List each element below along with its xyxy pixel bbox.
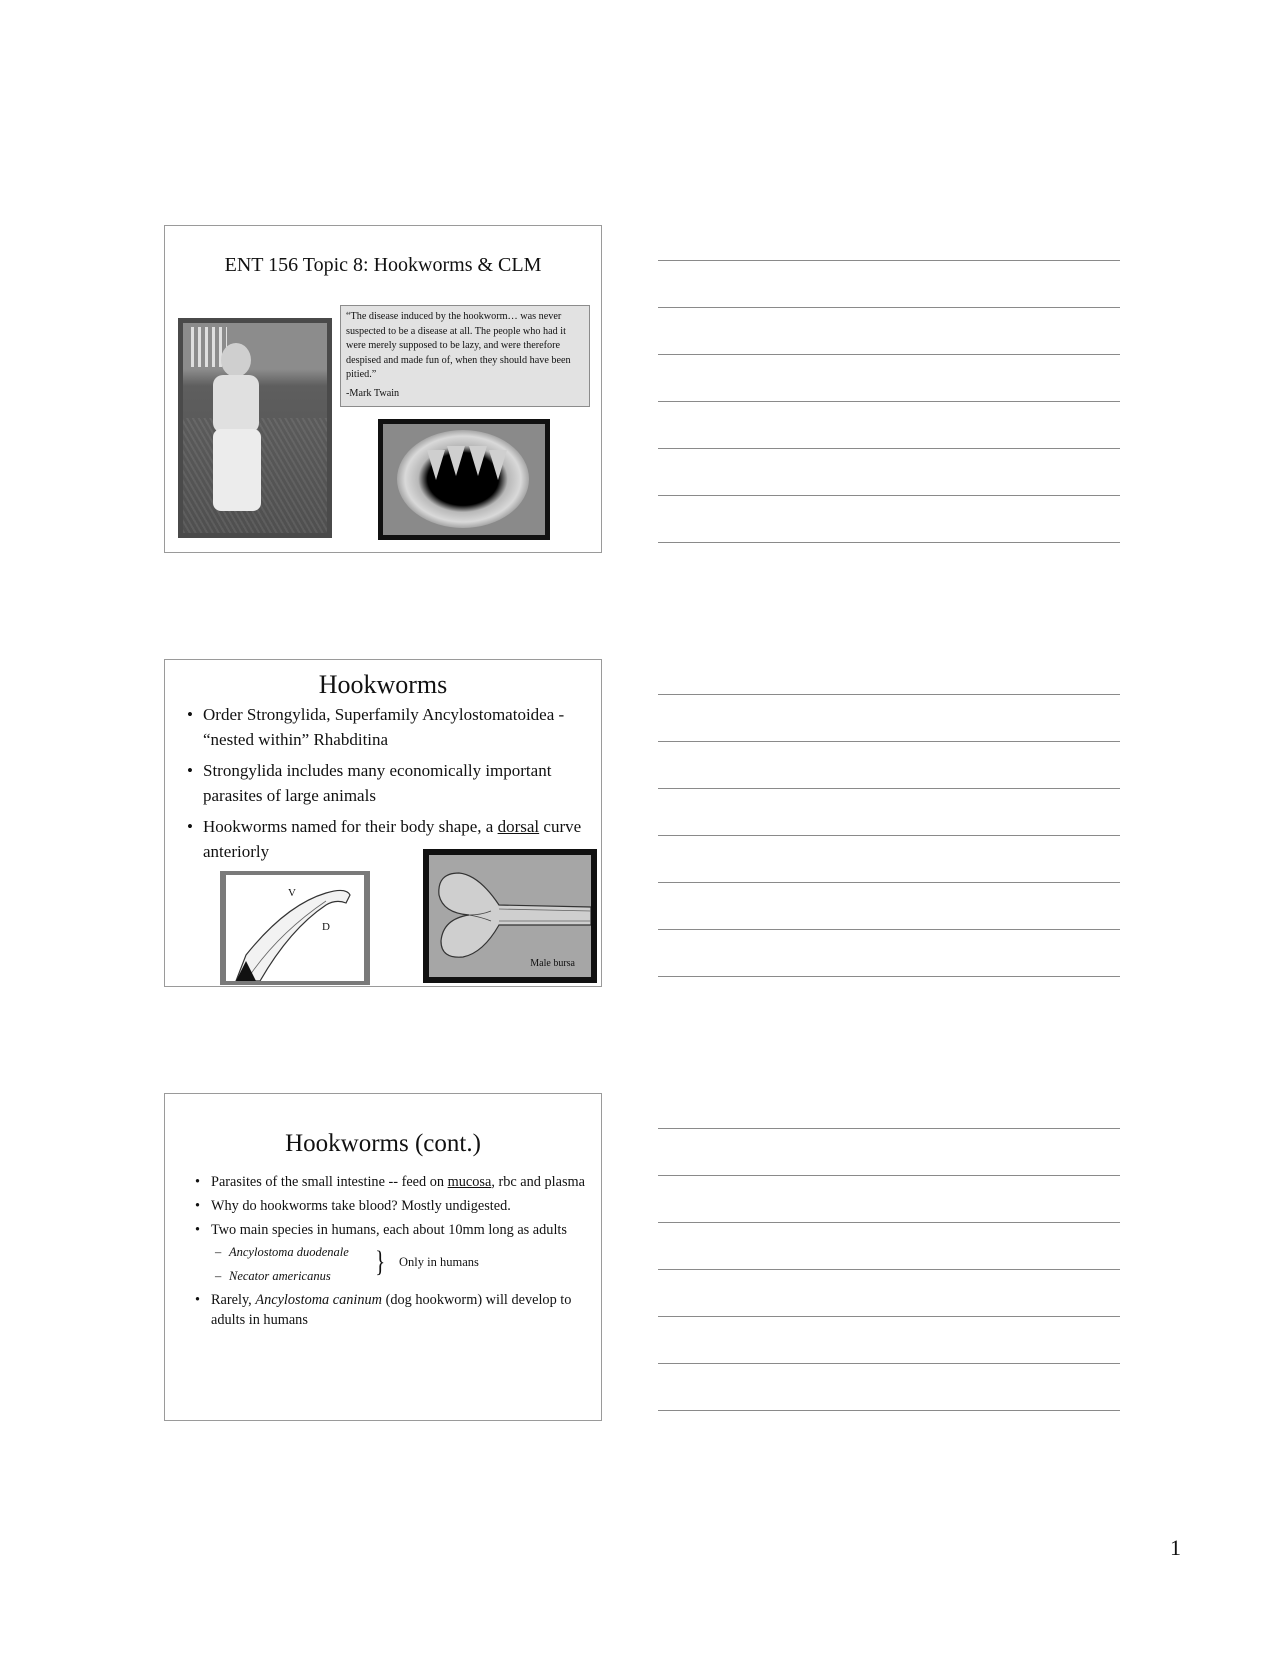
brace-note: Only in humans [399,1255,479,1269]
note-line [658,1128,1120,1129]
slide-title: Hookworms [318,670,448,699]
note-line [658,495,1120,496]
note-line [658,1222,1120,1223]
page-number: 1 [1170,1535,1181,1560]
bullet-item [195,1220,595,1286]
slide-title: Hookworms (cont.) [285,1130,481,1157]
species-list [215,1242,595,1286]
bullet-text: curve anteriorly [203,817,582,861]
species-item: – Necator americanus [215,1266,595,1286]
mouth-ring [397,430,529,528]
underlined-term: dorsal [497,817,540,836]
note-line [658,354,1120,355]
note-line [658,1316,1120,1317]
bullet-item [195,1172,595,1192]
note-line [658,976,1120,977]
note-line [658,788,1120,789]
hookworm-dorsal-ventral-figure [220,871,370,985]
notes-area-3 [658,1093,1120,1423]
notes-area-1 [658,225,1120,555]
label-dorsal: D [322,921,330,933]
quote-box [340,305,590,407]
male-bursa-figure [423,849,597,983]
slide-1 [164,225,602,553]
bullet-list [195,1172,595,1334]
child-body [213,375,259,433]
slide-title: ENT 156 Topic 8: Hookworms & CLM [224,254,542,276]
note-line [658,1363,1120,1364]
quote-author: -Mark Twain [346,387,400,399]
bullet-text: Two main species in humans, each about 10mm long as adults [211,1222,567,1238]
bursa-label: Male bursa [530,958,575,969]
bullet-text: , rbc and plasma [491,1174,586,1190]
note-line [658,1410,1120,1411]
child-photo [178,318,332,538]
hookworm-mouth-photo [378,419,550,540]
note-line [658,1269,1120,1270]
bullet-text: Rarely, [211,1292,256,1308]
slide-3 [164,1093,602,1421]
note-line [658,542,1120,543]
italic-term: Ancylostoma caninum [255,1292,383,1308]
tooth [489,450,507,480]
child-legs [213,429,261,511]
species-item: – Ancylostoma duodenale [215,1242,595,1262]
bullet-item: • Why do hookworms take blood? Mostly undigested. [195,1196,595,1216]
slide-2 [164,659,602,987]
underlined-term: mucosa [447,1174,492,1190]
label-ventral: V [288,887,296,899]
note-line [658,741,1120,742]
bullet-item: • Strongylida includes many economically important parasites of large animals [187,758,599,808]
note-line [658,694,1120,695]
bullet-text: Hookworms named for their body shape, a [203,817,498,836]
note-line [658,260,1120,261]
tooth [469,446,487,476]
bullet-text: Parasites of the small intestine -- feed on [211,1174,448,1190]
tooth [447,446,465,476]
bullet-list [187,702,599,870]
note-line [658,929,1120,930]
quote-text: “The disease induced by the hookworm… was never suspected to be a disease at all. The people who had it were merely supposed to be lazy, and were therefore despised and made fun of, when they should have been pitied.” [346,311,571,380]
brace-icon: } [375,1245,386,1278]
notes-area-2 [658,659,1120,989]
bullet-text: (dog hookworm) will develop to adults in humans [211,1292,572,1328]
note-line [658,448,1120,449]
tooth [427,450,445,480]
note-line [658,835,1120,836]
child-head [221,343,251,377]
note-line [658,1175,1120,1176]
note-line [658,307,1120,308]
note-line [658,401,1120,402]
bullet-item: • Order Strongylida, Superfamily Ancylostomatoidea - “nested within” Rhabditina [187,702,599,752]
bullet-item [195,1290,595,1330]
note-line [658,882,1120,883]
